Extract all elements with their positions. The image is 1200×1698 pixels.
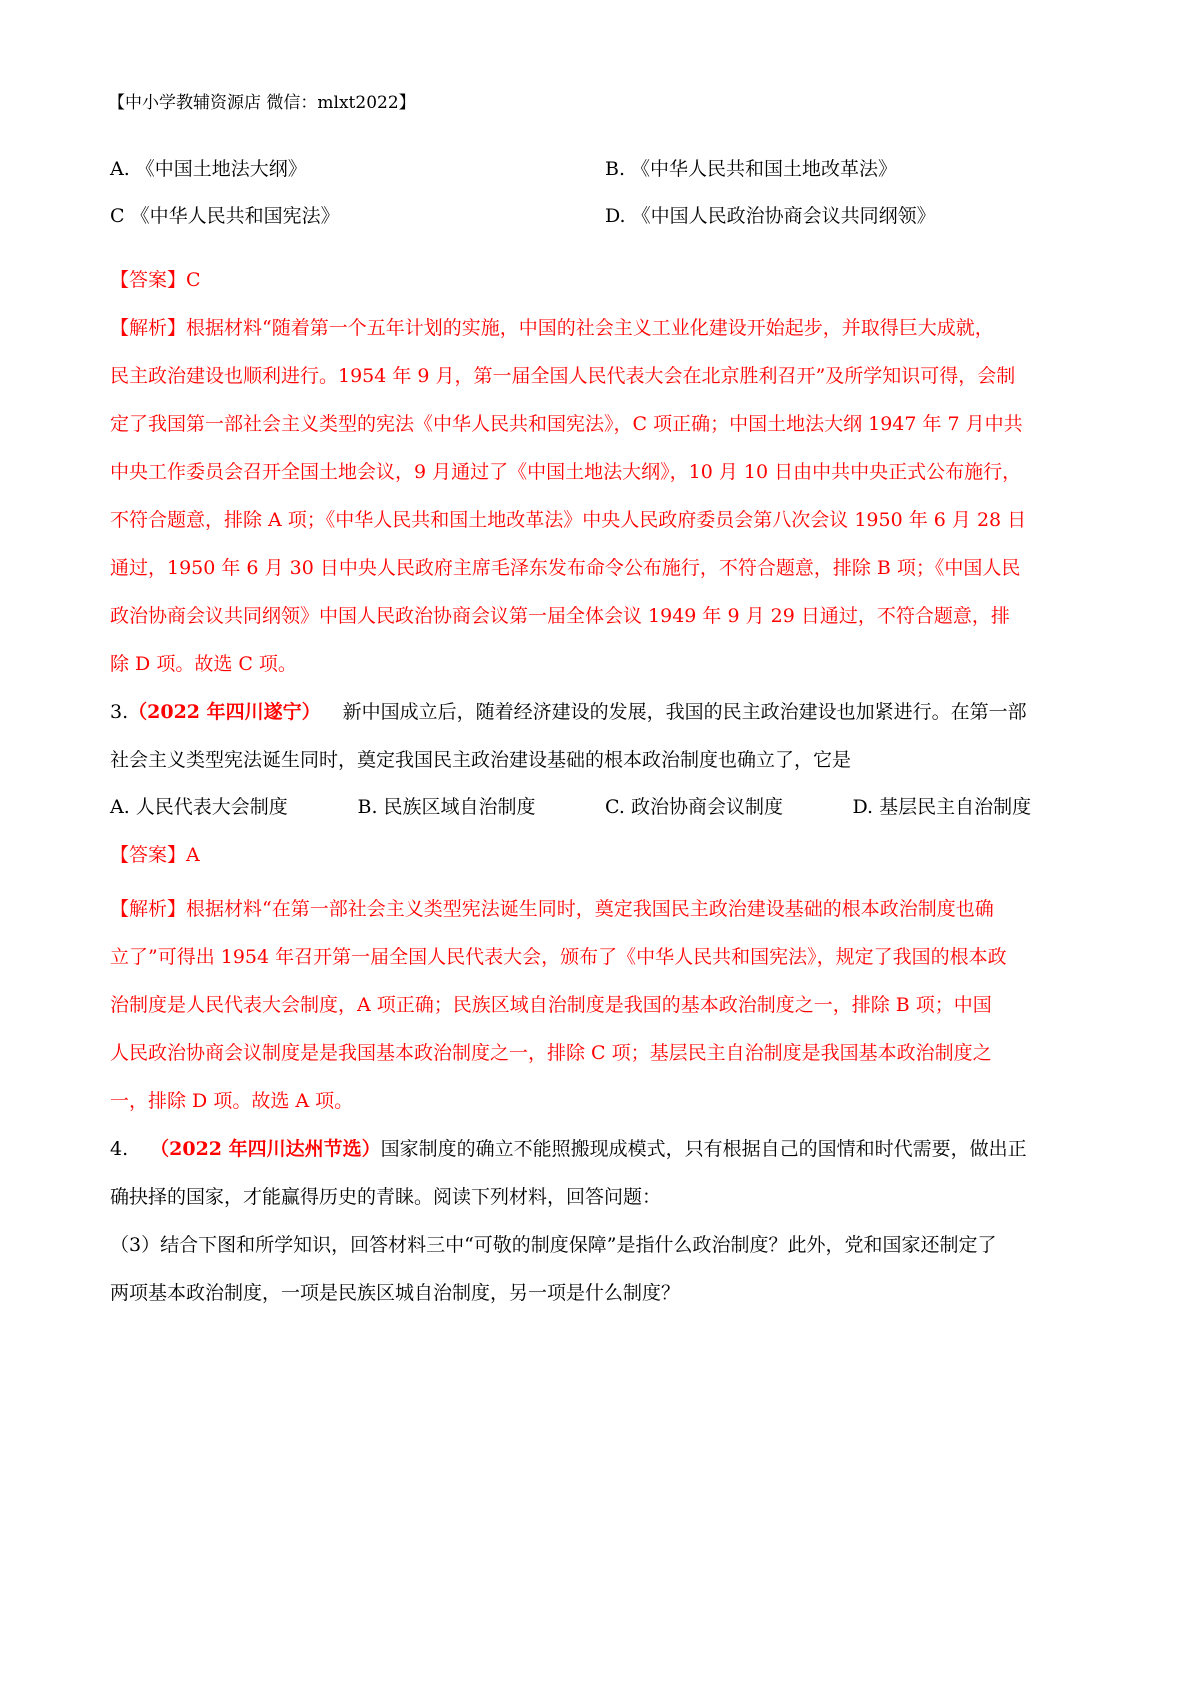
q4-source: （2022 年四川达州节选） — [150, 1138, 381, 1160]
q2-option-d: D. 《中国人民政治协商会议共同纲领》 — [605, 205, 936, 227]
q3-option-b: B. 民族区域自治制度 — [357, 796, 536, 818]
q3-stem-text: 新中国成立后，随着经济建设的发展，我国的民主政治建设也加紧进行。在第一部 — [342, 701, 1027, 723]
q3-option-c: C. 政治协商会议制度 — [605, 796, 783, 818]
q2-analysis-line: 政治协商会议共同纲领》中国人民政治协商会议第一届全体会议 1949 年 9 月 29 日通过，不符合题意，排 — [110, 605, 1010, 627]
q3-answer: 【答案】A — [110, 844, 200, 866]
q2-analysis-line: 通过，1950 年 6 月 30 日中央人民政府主席毛泽东发布命令公布施行，不符合题意，排除 B 项；《中国人民 — [110, 557, 1021, 579]
q2-analysis-line: 定了我国第一部社会主义类型的宪法《中华人民共和国宪法》，C 项正确；中国土地法大纲 1947 年 7 月中共 — [110, 413, 1023, 435]
q2-analysis-line: 民主政治建设也顺利进行。1954 年 9 月，第一届全国人民代表大会在北京胜利召开”及所学知识可得，会制 — [110, 365, 1016, 387]
document-body — [110, 146, 1100, 1317]
q2-option-c: C 《中华人民共和国宪法》 — [110, 205, 340, 227]
q3-stem-line-1 — [110, 688, 1100, 736]
q3-option-d: D. 基层民主自治制度 — [852, 796, 1032, 818]
q4-number: 4. — [110, 1138, 129, 1160]
q4-stem-line-2: 确抉择的国家，才能赢得历史的青睐。阅读下列材料，回答问题： — [110, 1186, 662, 1208]
q2-options-row-1 — [110, 146, 1100, 193]
q4-stem-text: 国家制度的确立不能照搬现成模式，只有根据自己的国情和时代需要，做出正 — [380, 1138, 1027, 1160]
q3-options-row — [110, 784, 1100, 831]
q3-analysis-line: 【解析】根据材料“在第一部社会主义类型宪法诞生同时，奠定我国民主政治建设基础的根本政治制度也确 — [110, 898, 994, 920]
q3-analysis-line: 立了”可得出 1954 年召开第一届全国人民代表大会，颁布了《中华人民共和国宪法》，规定了我国的根本政 — [110, 946, 1007, 968]
q3-analysis-line: 治制度是人民代表大会制度，A 项正确；民族区域自治制度是我国的基本政治制度之一，排除 B 项；中国 — [110, 994, 992, 1016]
q3-source: （2022 年四川遂宁） — [128, 701, 321, 723]
q4-stem-line-1 — [110, 1125, 1100, 1173]
q2-analysis-line: 中央工作委员会召开全国土地会议，9 月通过了《中国土地法大纲》，10 月 10 日由中共中央正式公布施行， — [110, 461, 1022, 483]
q2-analysis-line: 不符合题意，排除 A 项；《中华人民共和国土地改革法》中央人民政府委员会第八次会议 1950 年 6 月 28 日 — [110, 509, 1027, 531]
page-header: 【中小学教辅资源店 微信：mlxt2022】 — [108, 93, 416, 113]
q2-options-row-2 — [110, 193, 1100, 240]
q2-answer: 【答案】C — [110, 269, 201, 291]
q2-option-a: A. 《中国土地法大纲》 — [110, 158, 307, 180]
q3-number: 3. — [110, 701, 129, 723]
q4-subquestion-line-2: 两项基本政治制度，一项是民族区城自治制度，另一项是什么制度？ — [110, 1282, 681, 1304]
q2-analysis-line: 除 D 项。故选 C 项。 — [110, 653, 297, 675]
q2-analysis — [110, 304, 1100, 688]
q3-analysis-line: 一，排除 D 项。故选 A 项。 — [110, 1090, 354, 1112]
q3-analysis — [110, 885, 1100, 1125]
q4-subquestion-line-1: （3）结合下图和所学知识，回答材料三中“可敬的制度保障”是指什么政治制度？此外，党和国家还制定了 — [110, 1234, 997, 1256]
q3-stem-line-2: 社会主义类型宪法诞生同时，奠定我国民主政治建设基础的根本政治制度也确立了，它是 — [110, 749, 852, 771]
q2-analysis-line: 【解析】根据材料“随着第一个五年计划的实施，中国的社会主义工业化建设开始起步，并取得巨大成就， — [110, 317, 994, 339]
q3-option-a: A. 人民代表大会制度 — [110, 796, 288, 818]
q3-analysis-line: 人民政治协商会议制度是是我国基本政治制度之一，排除 C 项；基层民主自治制度是我国基本政治制度之 — [110, 1042, 992, 1064]
q2-option-b: B. 《中华人民共和国土地改革法》 — [605, 158, 898, 180]
